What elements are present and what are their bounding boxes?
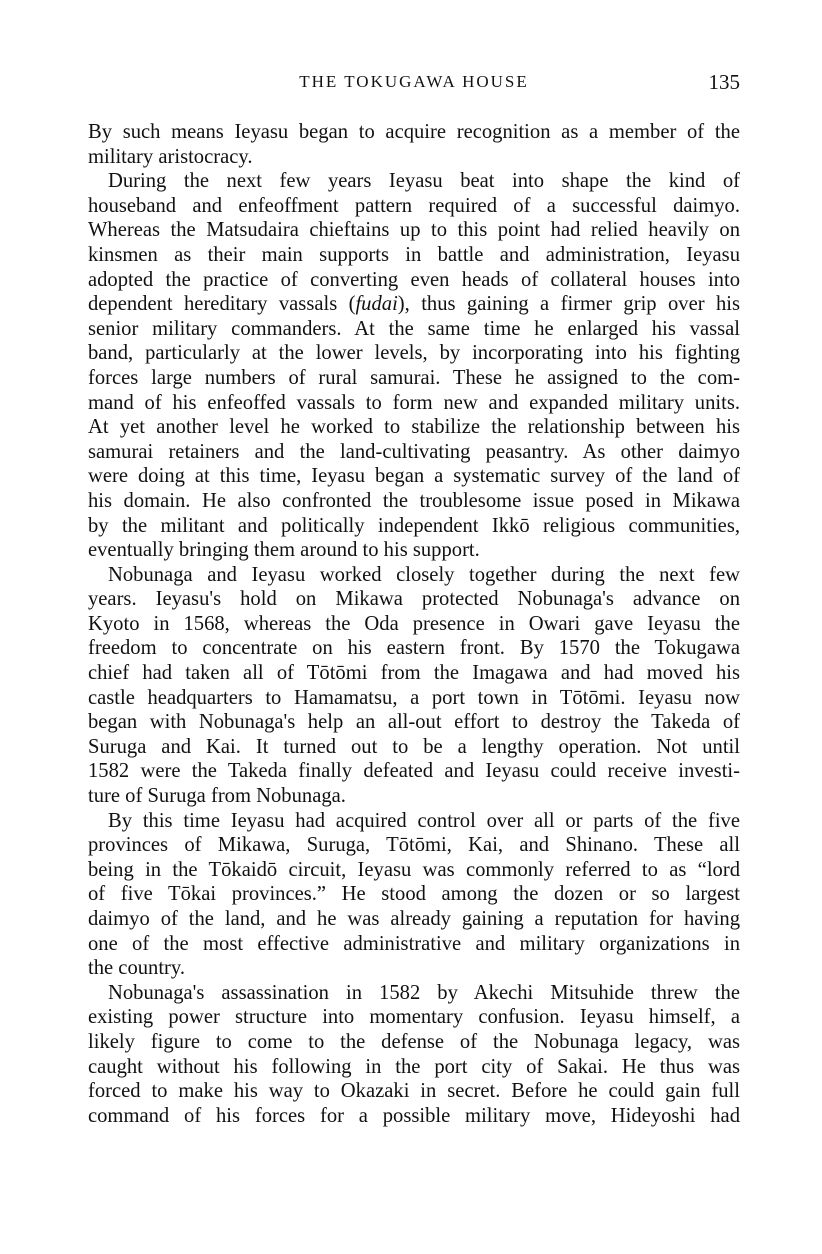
- text-line: adopted the practice of converting even heads of collateral houses into: [88, 268, 740, 291]
- text-line: command of his forces for a possible military move, Hideyoshi had: [88, 1104, 740, 1127]
- text-line: chief had taken all of Tōtōmi from the Imagawa and had moved his: [88, 662, 740, 685]
- text-line: military aristocracy.: [88, 145, 253, 168]
- text-line: 1582 were the Takeda finally defeated and Ieyasu could receive investi-: [88, 760, 740, 783]
- text-line: castle headquarters to Hamamatsu, a port town in Tōtōmi. Ieyasu now: [88, 686, 740, 709]
- text-line: By this time Ieyasu had acquired control over all or parts of the five: [108, 809, 740, 832]
- text-line: were doing at this time, Ieyasu began a systematic survey of the land of: [88, 465, 740, 488]
- text-line: houseband and enfeoffment pattern required of a successful daimyo.: [88, 194, 740, 217]
- text-line: During the next few years Ieyasu beat into shape the kind of: [108, 170, 740, 193]
- text-line: his domain. He also confronted the troublesome issue posed in Mikawa: [88, 489, 740, 512]
- text-line: years. Ieyasu's hold on Mikawa protected Nobunaga's advance on: [88, 588, 740, 611]
- text-line: of five Tōkai provinces.” He stood among the dozen or so largest: [88, 883, 740, 906]
- text-line: began with Nobunaga's help an all-out effort to destroy the Takeda of: [88, 711, 740, 734]
- text-line: By such means Ieyasu began to acquire recognition as a member of the: [88, 121, 740, 143]
- text-line: kinsmen as their main supports in battle and administration, Ieyasu: [88, 243, 740, 266]
- text-line: caught without his following in the port city of Sakai. He thus was: [88, 1055, 740, 1078]
- text-line: one of the most effective administrative and military organizations in: [88, 932, 740, 955]
- text-line: forced to make his way to Okazaki in secret. Before he could gain full: [88, 1080, 740, 1103]
- body-text: [88, 120, 740, 1128]
- text-line: by the militant and politically independent Ikkō religious communities,: [88, 514, 740, 537]
- text-line: daimyo of the land, and he was already gaining a reputation for having: [88, 908, 740, 930]
- text-line: Suruga and Kai. It turned out to be a lengthy operation. Not until: [88, 735, 740, 758]
- italic-term: fudai: [355, 293, 398, 316]
- text-line: eventually bringing them around to his support.: [88, 539, 480, 562]
- text-line: dependent hereditary vassals (fudai), thus gaining a firmer grip over his: [88, 293, 740, 316]
- text-line: band, particularly at the lower levels, by incorporating into his fighting: [88, 342, 740, 365]
- text-line: being in the Tōkaidō circuit, Ieyasu was commonly referred to as “lord: [88, 858, 740, 881]
- text-line: freedom to concentrate on his eastern front. By 1570 the Tokugawa: [88, 637, 740, 660]
- running-title: THE TOKUGAWA HOUSE: [299, 72, 529, 91]
- text-line: existing power structure into momentary confusion. Ieyasu himself, a: [88, 1006, 740, 1029]
- text-line: At yet another level he worked to stabilize the relationship between his: [88, 416, 740, 439]
- text-line: Kyoto in 1568, whereas the Oda presence in Owari gave Ieyasu the: [88, 612, 740, 635]
- page-header: [88, 70, 740, 100]
- text-line: provinces of Mikawa, Suruga, Tōtōmi, Kai, and Shinano. These all: [88, 834, 740, 857]
- text-line: Nobunaga's assassination in 1582 by Akechi Mitsuhide threw the: [108, 981, 740, 1004]
- text-line: the country.: [88, 957, 186, 980]
- text-line: samurai retainers and the land-cultivating peasantry. As other daimyo: [88, 440, 740, 463]
- text-line: mand of his enfeoffed vassals to form new and expanded military units.: [88, 391, 740, 414]
- text-line: Nobunaga and Ieyasu worked closely together during the next few: [108, 563, 740, 586]
- text-line: likely figure to come to the defense of the Nobunaga legacy, was: [88, 1030, 740, 1053]
- page-number: 135: [708, 70, 740, 94]
- text-line: ture of Suruga from Nobunaga.: [88, 785, 346, 808]
- text-line: forces large numbers of rural samurai. These he assigned to the com-: [88, 366, 740, 389]
- text-line: senior military commanders. At the same time he enlarged his vassal: [88, 317, 740, 340]
- text-line: Whereas the Matsudaira chieftains up to this point had relied heavily on: [88, 219, 740, 242]
